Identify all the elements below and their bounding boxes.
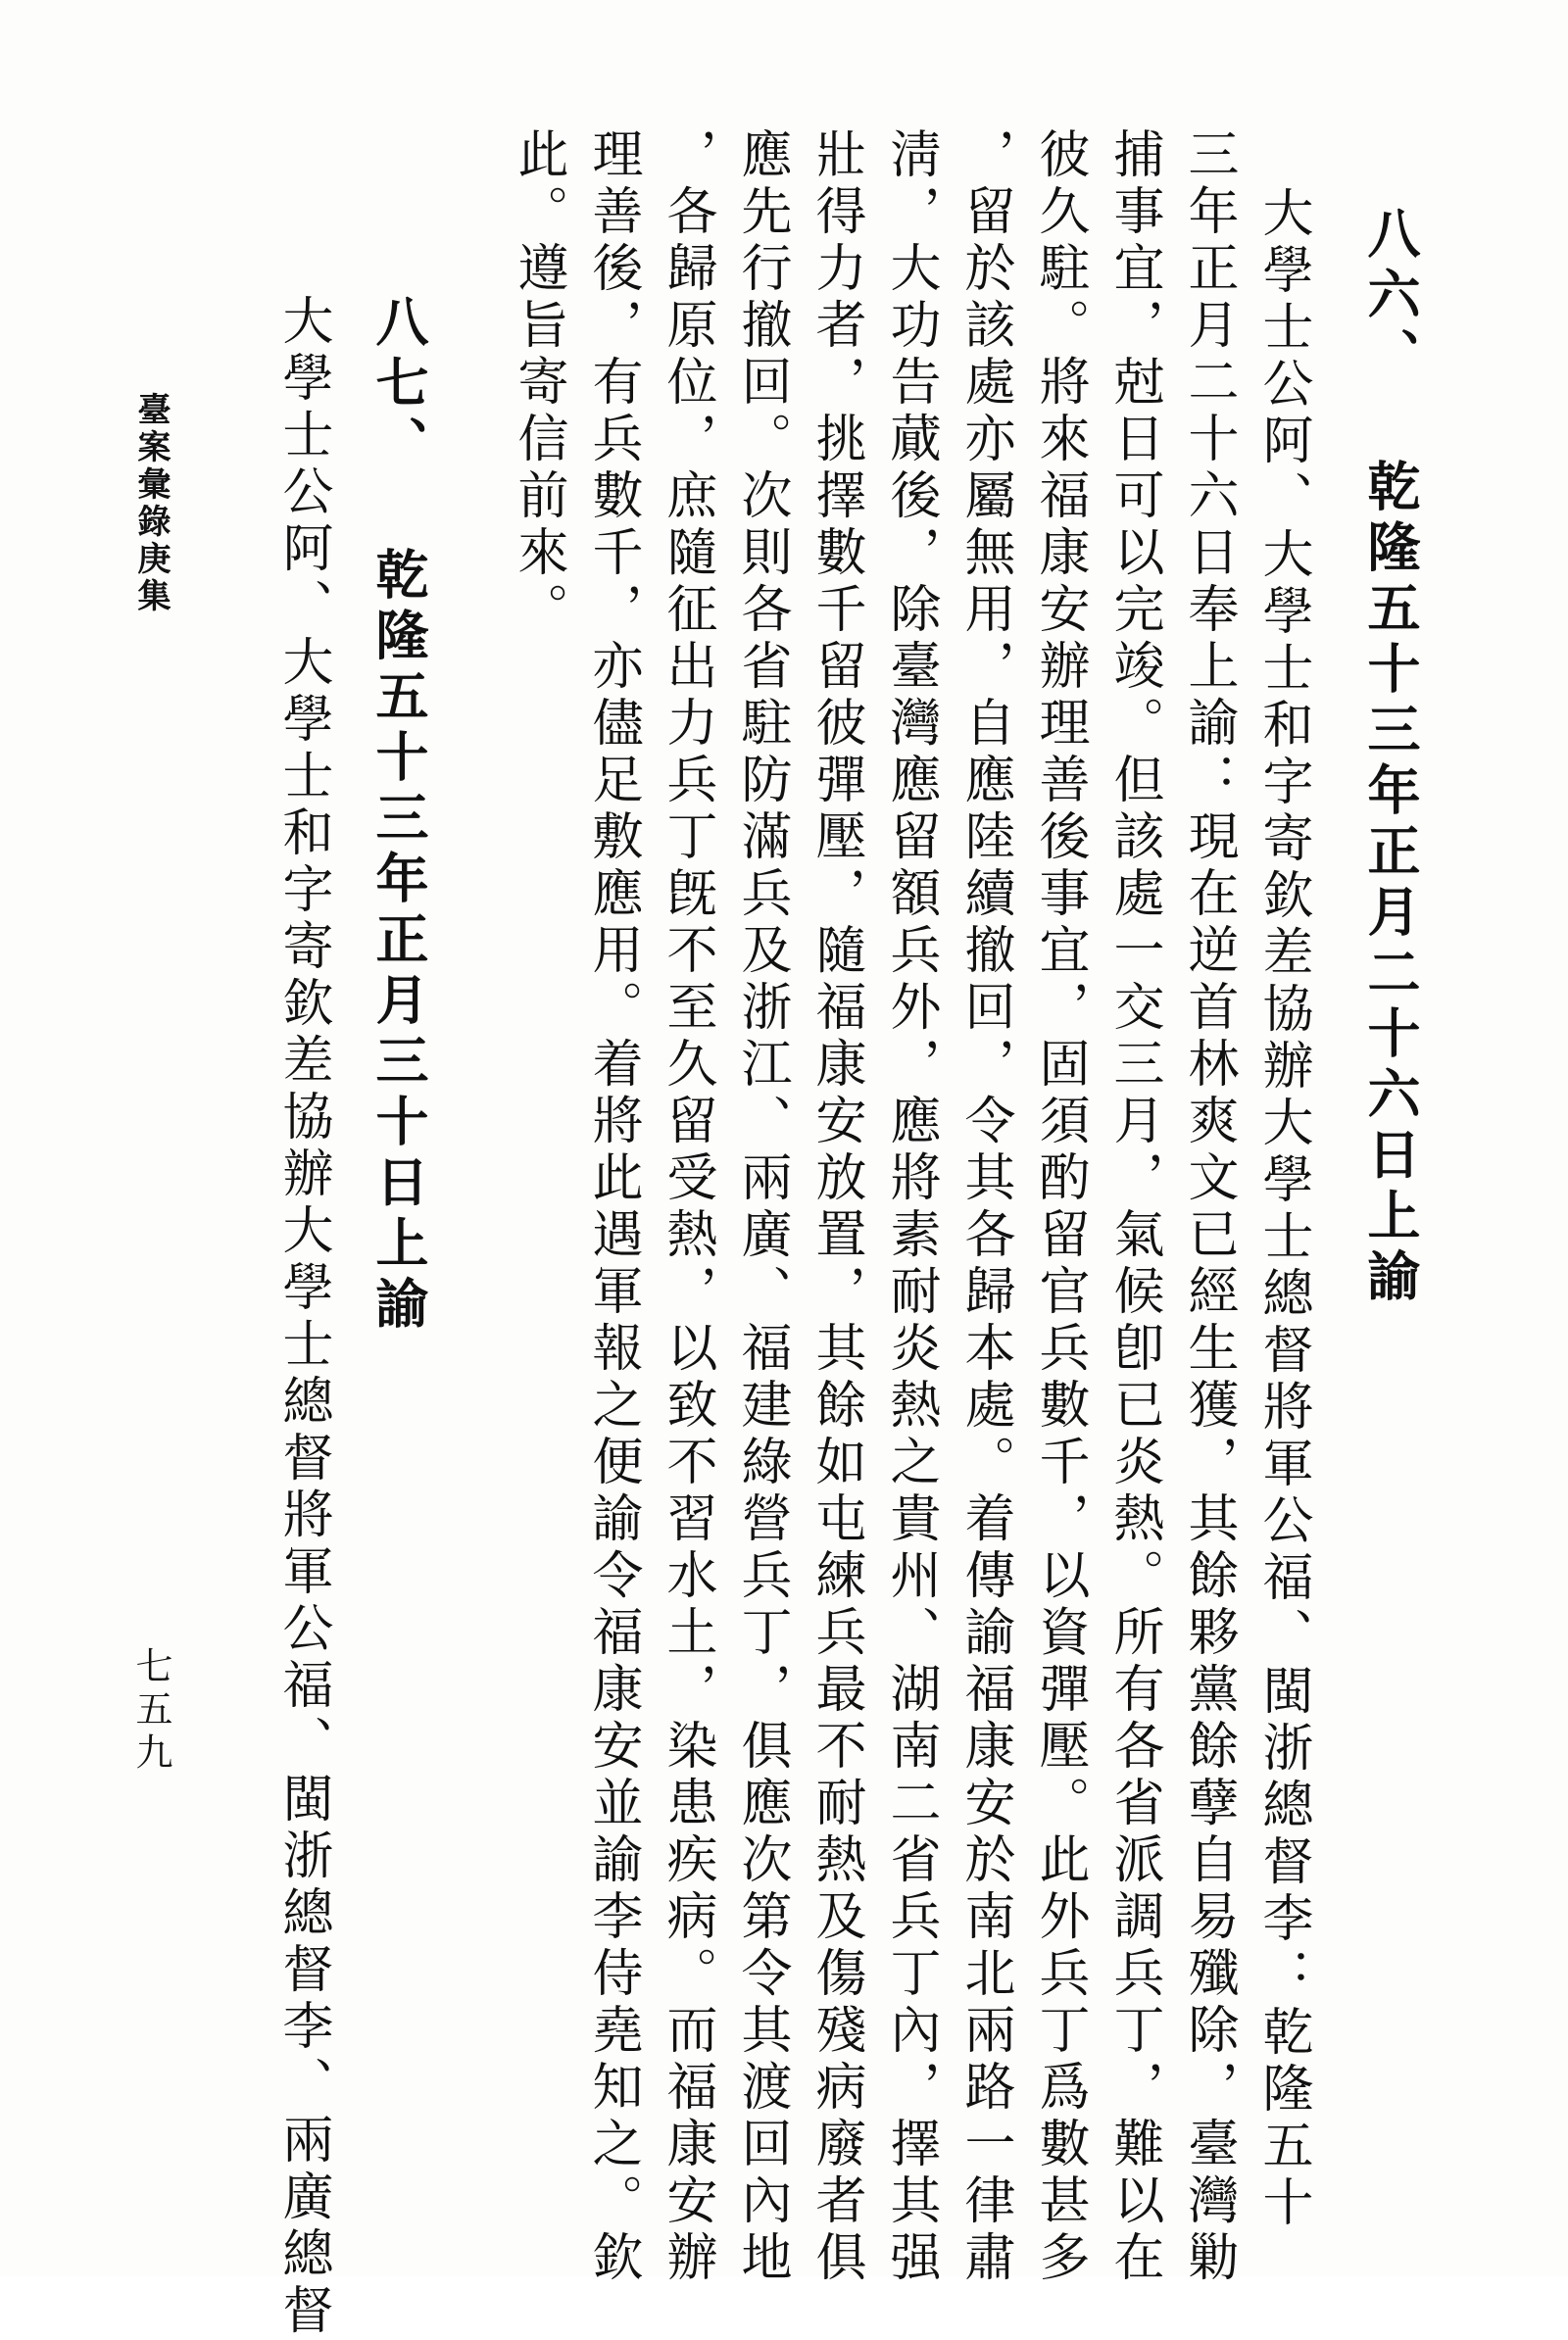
section-86-line: 淸，大功告蕆後，除臺灣應留額兵外，應將素耐炎熱之貴州、湖南二省兵丁內，擇其强 [881, 127, 940, 2287]
section-86-line: 理善後，有兵數千，亦儘足敷應用。着將此遇軍報之便諭令福康安並諭李侍堯知之。欽 [583, 127, 642, 2287]
section-86-line: 三年正月二十六日奉上諭：現在逆首林爽文已經生獲，其餘夥黨餘孽自易殲除，臺灣勦 [1179, 127, 1238, 2287]
section-87-heading: 八七、 乾隆五十三年正月三十日上諭 [368, 294, 430, 1337]
section-86-line: 此。遵旨寄信前來。 [509, 127, 567, 639]
section-87-line: 大學士公阿、大學士和字寄欽差協辦大學士總督將軍公福、閩浙總督李、兩廣總督 [273, 294, 332, 2340]
section-86-line: 捕事宜，尅日可以完竣。但該處一交三月，氣候卽已炎熱。所有各省派調兵丁，難以在 [1104, 127, 1163, 2287]
section-86-line: 壯得力者，挑擇數千留彼彈壓，隨福康安放置，其餘如屯練兵最不耐熱及傷殘病廢者俱 [807, 127, 865, 2287]
section-86-heading: 八六、 乾隆五十三年正月二十六日上諭 [1359, 206, 1422, 1309]
section-86-line: 彼久駐。將來福康安辦理善後事宜，固須酌留官兵數千，以資彈壓。此外兵丁爲數甚多 [1030, 127, 1089, 2287]
section-86-line: 應先行撤回。次則各省駐防滿兵及浙江、兩廣、福建綠營兵丁，俱應次第令其渡回內地 [732, 127, 791, 2287]
book-title: 臺案彙錄庚集 [131, 392, 171, 615]
section-86-line: ，各歸原位，庶隨征出力兵丁旣不至久留受熱，以致不習水土，染患疾病。而福康安辦 [658, 127, 716, 2287]
page-number: 七五九 [129, 1646, 172, 1776]
section-86-line: 大學士公阿、大學士和字寄欽差協辦大學士總督將軍公福、閩浙總督李：乾隆五十 [1253, 186, 1312, 2232]
section-86-line: ，留於該處亦屬無用，自應陸續撤回，令其各歸本處。着傳諭福康安於南北兩路一律肅 [956, 127, 1014, 2287]
